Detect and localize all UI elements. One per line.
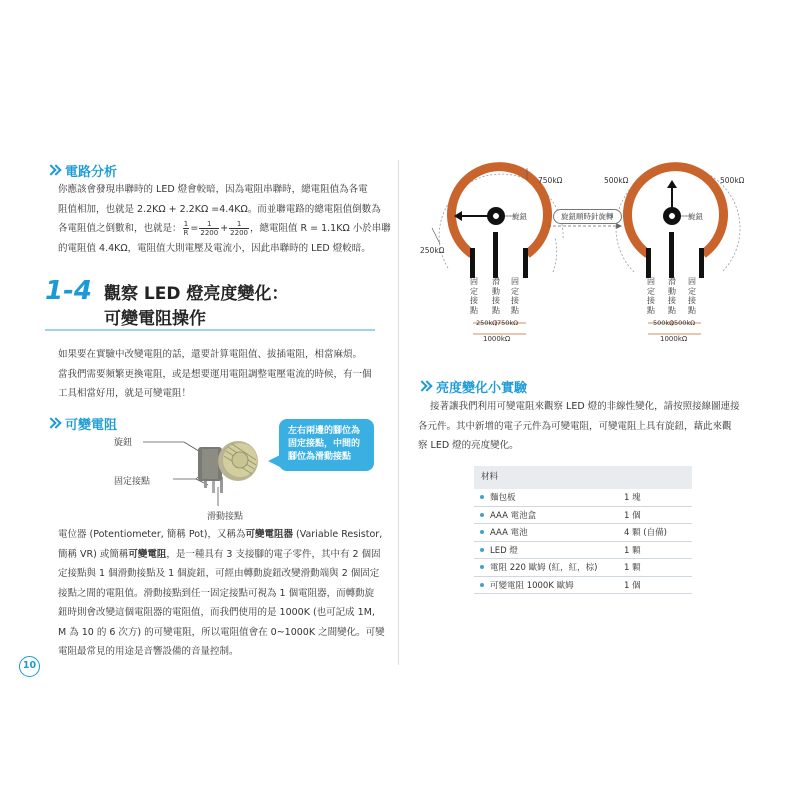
- material-qty: 1 個: [624, 506, 692, 524]
- fraction-1-over-r: $\frac{1}{R}$: [183, 220, 189, 237]
- label-250k-left: 250kΩ: [420, 246, 445, 255]
- material-item: AAA 電池: [490, 528, 528, 539]
- chevron-right-icon: [47, 418, 61, 429]
- material-item: 電阻 220 歐姆 (紅，紅，棕): [490, 563, 598, 574]
- material-item: 可變電阻 1000K 歐姆: [490, 580, 574, 591]
- chevron-right-icon: [418, 381, 432, 392]
- experiment-paragraph: 接著讓我們利用可變電阻來觀察 LED 燈的非線性變化，請按照接線圖連接 各元件。其中新增的電子元件為可變電阻，可變電阻上具有旋鈕，藉此來觀 察 LED 燈的亮度變化。: [418, 401, 740, 451]
- bullet-icon: [480, 565, 484, 569]
- material-item: AAA 電池盒: [490, 510, 537, 521]
- chevron-right-icon: [47, 165, 61, 176]
- pin-slider-left: 滑動接點: [492, 277, 500, 315]
- clockwise-rotation-label: 旋鈕順時針旋轉: [553, 209, 622, 224]
- label-500k-right-a: 500kΩ: [604, 176, 629, 185]
- chapter-number: 1-4: [45, 276, 92, 306]
- dim-left-b: 750kΩ: [497, 319, 519, 327]
- section-title-circuit-analysis: 電路分析: [47, 161, 117, 180]
- potentiometer-illustration: [140, 425, 280, 510]
- table-row: [474, 576, 692, 594]
- material-item: 麵包板: [490, 493, 516, 504]
- chapter-underline: [45, 329, 375, 331]
- pin-slider-right: 滑動接點: [668, 277, 676, 315]
- label-500k-right-b: 500kΩ: [720, 176, 745, 185]
- materials-header: 材料: [474, 466, 692, 489]
- material-qty: 1 顆: [624, 559, 692, 577]
- bullet-icon: [480, 495, 484, 499]
- material-qty: 1 顆: [624, 541, 692, 559]
- circuit-analysis-paragraph: 你應該會發現串聯時的 LED 燈會較暗，因為電阻串聯時，總電阻值為各電 阻值相加，也就是 2.2KΩ + 2.2KΩ =4.4KΩ。而並聯電路的總電阻值倒數為 各電阻值之倒數和，也就是： $\frac{1}{R}$ = $\frac{1}{2200}$ + $\frac{1}{2200}$ ，總電阻值 R = 1.1KΩ 小於串聯 的電阻值 4.4KΩ，電阻值大則電壓及電流小，因此串聯時的 LED 燈較暗。: [58, 184, 391, 254]
- section-title-brightness-experiment: 亮度變化小實驗: [418, 377, 527, 396]
- page-gutter: [398, 160, 399, 665]
- bullet-icon: [480, 530, 484, 534]
- pin-explanation-callout: 左右兩邊的腳位為 固定接點，中間的 腳位為滑動接點: [279, 419, 374, 471]
- bullet-icon: [480, 548, 484, 552]
- bullet-icon: [480, 513, 484, 517]
- pin-fixed-left-1: 固定接點: [470, 277, 478, 315]
- materials-list: [474, 489, 692, 594]
- label-fixed-contact: 固定接點: [114, 477, 151, 487]
- dim-right-b: 500kΩ: [674, 319, 696, 327]
- fraction-1-over-2200-a: $\frac{1}{2200}$: [200, 220, 219, 237]
- material-qty: 1 塊: [624, 489, 692, 506]
- label-750k-left: 750kΩ: [538, 176, 563, 185]
- arrow-up-icon: [667, 180, 677, 188]
- arrow-right-icon: [616, 223, 622, 229]
- label-slider-contact: 滑動接點: [207, 512, 244, 522]
- table-row: [474, 559, 692, 577]
- pin-fixed-right-1: 固定接點: [647, 277, 655, 315]
- knob-label-left: 旋鈕: [512, 212, 527, 221]
- material-item: LED 燈: [490, 545, 518, 556]
- page-number: 10: [19, 656, 40, 677]
- pin-fixed-right-2: 固定接點: [688, 277, 696, 315]
- intro-paragraph: 如果要在實驗中改變電阻的話，還要計算電阻值、拔插電阻，相當麻煩。 當我們需要頻繁更換電阻，或是想要運用電阻調整電壓電流的時候，有一個 工具相當好用，就是可變電阻！: [58, 349, 372, 399]
- bullet-icon: [480, 583, 484, 587]
- knob-label-right: 旋鈕: [688, 212, 703, 221]
- table-row: [474, 524, 692, 542]
- variable-resistor-description: 電位器 (Potentiometer, 簡稱 Pot)，又稱為可變電阻器 (Variable Resistor, 簡稱 VR) 或簡稱可變電阻，是一種具有 3 支接腳的電子零件，其中有 2 個固 定接點與 1 個滑動接點及 1 個旋鈕，可經由轉動旋鈕改變滑動端與 2 個固定 接點之間的電阻值。滑動接點到任一固定接點可視為 1 個電阻器，而轉動旋 鈕時則會改變這個電阻器的電阻值，而我們使用的是 1000K (也可記成 1M, M 為 10 的 6 次方) 的可變電阻，所以電阻值會在 0~1000K 之間變化。可變 電阻最常見的用途是音響設備的音量控制。: [58, 529, 385, 657]
- table-row: [474, 489, 692, 506]
- table-row: [474, 541, 692, 559]
- material-qty: 4 顆 (自備): [624, 524, 692, 542]
- dim-left-total: 1000kΩ: [483, 335, 511, 343]
- table-row: [474, 506, 692, 524]
- fraction-1-over-2200-b: $\frac{1}{2200}$: [230, 220, 248, 237]
- materials-table: [474, 466, 692, 594]
- label-knob: 旋鈕: [114, 438, 133, 448]
- section-title-variable-resistor: 可變電阻: [47, 414, 117, 433]
- chapter-title: 觀察 LED 燈亮度變化： 可變電阻操作: [104, 284, 289, 329]
- dim-right-a: 500kΩ: [653, 319, 675, 327]
- dim-left-a: 250kΩ: [476, 319, 498, 327]
- pin-fixed-left-2: 固定接點: [511, 277, 519, 315]
- material-qty: 1 個: [624, 576, 692, 594]
- dim-right-total: 1000kΩ: [660, 335, 688, 343]
- formula-line: 各電阻值之倒數和，也就是： $\frac{1}{R}$ = $\frac{1}{2200}$ + $\frac{1}{2200}$ ，總電阻值 R = 1.1KΩ 小於串聯: [58, 220, 391, 237]
